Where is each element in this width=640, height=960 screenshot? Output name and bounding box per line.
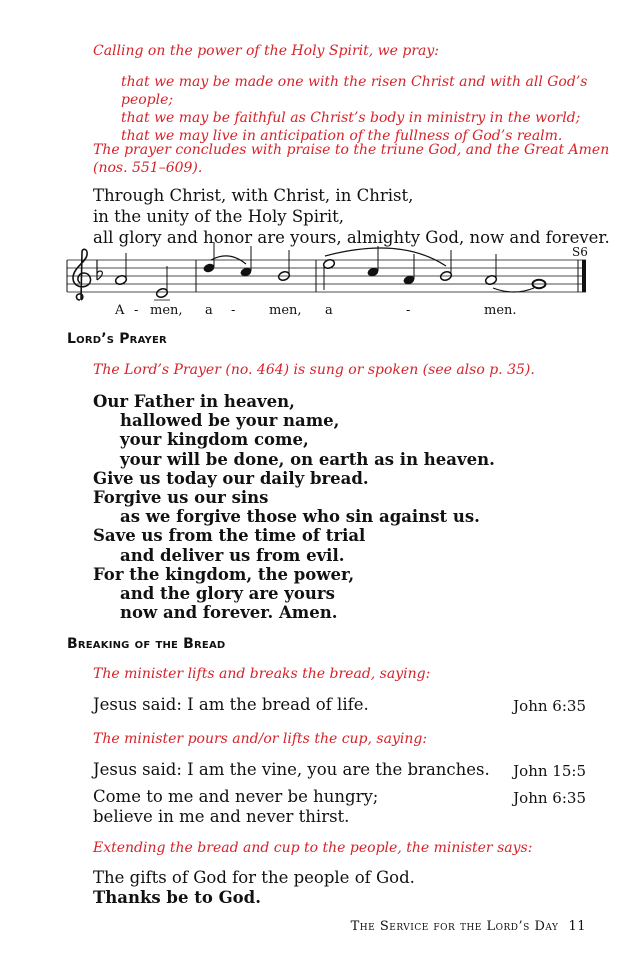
lyric-syllable: men,	[150, 303, 183, 318]
note-8	[402, 254, 415, 286]
prayer-line: and deliver us from evil.	[120, 545, 345, 565]
doxology-line: Through Christ, with Christ, in Christ,	[93, 186, 414, 205]
prayer-line: Give us today our daily bread.	[93, 468, 369, 488]
lyric-syllable: men.	[484, 303, 517, 318]
lyric-hyphen: -	[134, 303, 139, 318]
lyric-syllable: men,	[269, 303, 302, 318]
heading-breaking-bread: Breaking of the Bread	[67, 636, 226, 652]
lyric-syllable: a	[205, 303, 213, 318]
final-bar	[582, 260, 586, 292]
rubric-great-amen	[93, 141, 609, 177]
prayer-line: Save us from the time of trial	[93, 526, 366, 546]
scripture-ref: John 15:5	[513, 762, 586, 780]
petition-line: that we may live in anticipation of the fullness of God’s realm.	[121, 128, 563, 144]
thanks-be-to-god-response: Thanks be to God.	[93, 888, 261, 907]
prayer-line: as we forgive those who sin against us.	[120, 507, 480, 527]
prayer-line: and the glory are yours	[120, 584, 335, 604]
prayer-line: your kingdom come,	[120, 430, 309, 450]
prayer-line: hallowed be your name,	[120, 411, 340, 431]
doxology-line: in the unity of the Holy Spirit,	[93, 207, 345, 226]
gifts-of-god-line: The gifts of God for the people of God.	[93, 868, 415, 887]
lyric-hyphen: -	[406, 303, 411, 318]
heading-lords-prayer: Lord’s Prayer	[67, 331, 167, 347]
prayer-line: your will be done, on earth as in heaven.	[120, 449, 495, 469]
prayer-line: For the kingdom, the power,	[93, 564, 355, 584]
rubric-line: The prayer concludes with praise to the triune God, and the Great Amen	[93, 142, 610, 158]
prayer-line: Our Father in heaven,	[93, 392, 295, 411]
running-title: The Service for the Lord’s Day	[350, 919, 559, 934]
amen-music-staff	[0, 238, 640, 320]
doxology-line: all glory and honor are yours, almighty God, now and forever.	[93, 228, 610, 247]
note-1	[114, 253, 127, 286]
invitation-line: Come to me and never be hungry;	[93, 787, 379, 806]
lyric-syllable: a	[325, 303, 333, 318]
rubric-lords-prayer: The Lord’s Prayer (no. 464) is sung or spoken (see also p. 35).	[93, 362, 535, 378]
never-hungry-text	[93, 787, 378, 827]
page-number: 11	[568, 919, 586, 934]
note-4	[239, 246, 252, 278]
tie	[493, 288, 534, 292]
hymn-number-label: S6	[572, 245, 588, 259]
vine-line: Jesus said: I am the vine, you are the branches.	[93, 760, 490, 779]
staff-lines	[67, 260, 586, 292]
lords-prayer-text	[93, 392, 495, 622]
note-2	[154, 266, 170, 300]
lyric-hyphen: -	[231, 303, 236, 318]
rubric-breaks-bread: The minister lifts and breaks the bread, saying:	[93, 666, 431, 682]
scripture-ref: John 6:35	[513, 697, 586, 715]
page-footer	[351, 919, 586, 934]
lyrics	[114, 303, 517, 318]
petition-list	[121, 73, 640, 145]
note-6	[322, 258, 335, 290]
rubric-holy-spirit: Calling on the power of the Holy Spirit, we pray:	[93, 43, 439, 59]
rubric-lifts-cup: The minister pours and/or lifts the cup, saying:	[93, 731, 428, 747]
petition-line: that we may be made one with the risen Christ and with all God’s people;	[121, 74, 588, 108]
prayer-line: Forgive us our sins	[93, 488, 269, 508]
scripture-ref: John 6:35	[513, 789, 586, 807]
note-7	[366, 246, 379, 278]
lyric-syllable: A	[115, 303, 125, 318]
note-5	[277, 250, 290, 282]
rubric-extending-bread: Extending the bread and cup to the people, the minister says:	[93, 840, 533, 856]
slur-2	[325, 248, 446, 266]
note-10	[484, 254, 497, 286]
flat-sign-icon	[97, 260, 102, 280]
bread-of-life-line: Jesus said: I am the bread of life.	[93, 695, 369, 714]
invitation-line: believe in me and never thirst.	[93, 807, 350, 826]
petition-line: that we may be faithful as Christ’s body in ministry in the world;	[121, 110, 581, 126]
prayer-line: now and forever. Amen.	[120, 603, 338, 623]
rubric-line: (nos. 551–609).	[93, 160, 203, 176]
note-3	[202, 242, 215, 274]
